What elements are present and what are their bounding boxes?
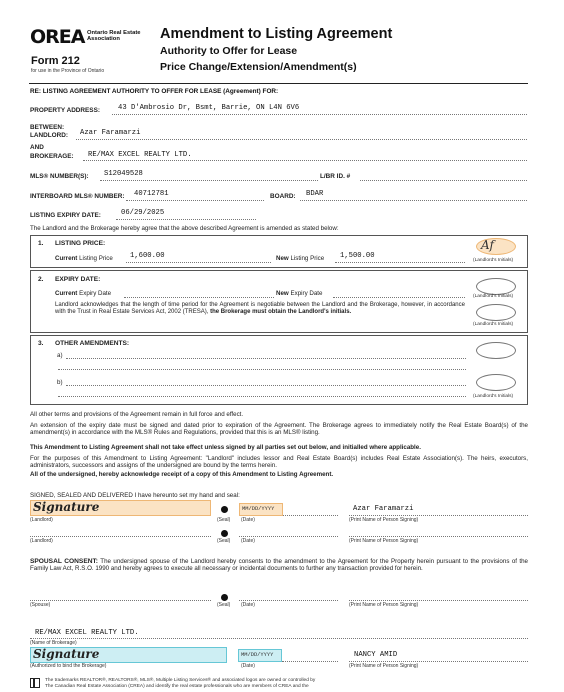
orea-org-line2: Association (87, 36, 120, 43)
and-label: AND (30, 144, 44, 151)
section2-num: 2. (38, 276, 44, 283)
seal-caption-1: (Seal) (217, 517, 231, 523)
re-line: RE: LISTING AGREEMENT AUTHORITY TO OFFER FOR LEASE (Agreement) FOR: (30, 88, 279, 95)
landlord2-date-line (239, 536, 338, 537)
print-caption-2: (Print Name of Person Signing) (349, 538, 419, 544)
new-price-value[interactable]: 1,500.00 (340, 252, 375, 260)
between-label: BETWEEN: (30, 124, 65, 131)
broker-date-placeholder: MM/DD/YYYY (241, 652, 274, 658)
signing-heading: SIGNED, SEALED AND DELIVERED I have hereunto set my hand and seal: (30, 492, 240, 499)
form-title: Amendment to Listing Agreement (160, 26, 393, 42)
seal-dot-1 (221, 506, 228, 513)
expiry-value[interactable]: 06/29/2025 (121, 209, 165, 217)
orea-logo-word: OREA (30, 26, 85, 48)
new-expiry-line (333, 297, 465, 298)
interboard-line (126, 200, 264, 201)
current-expiry-line (124, 297, 274, 298)
form-number: Form 212 (31, 55, 80, 67)
landlord-signature-value: Signature (33, 500, 100, 514)
amendment-b-label: b) (57, 379, 63, 386)
landlord-initials-oval-5[interactable] (476, 374, 516, 391)
section1-current-word: Current (55, 255, 78, 262)
broker-auth-caption: (Authorized to bind the Brokerage) (30, 663, 107, 669)
property-address-value[interactable]: 43 D'Ambrosio Dr, Bsmt, Barrie, ON L4N 6V6 (118, 104, 300, 112)
terms-p1: All other terms and provisions of the Agreement remain in full force and effect. (30, 411, 244, 418)
seal-dot-2 (221, 530, 228, 537)
amendment-a-line-1 (66, 358, 466, 359)
section2-new-rest: Expiry Date (290, 290, 323, 297)
initials-caption-4: (Landlord's Initials) (473, 394, 514, 399)
landlord-print-name[interactable]: Azar Faramarzi (353, 505, 414, 513)
landlord-initials-oval-2[interactable] (476, 278, 516, 295)
landlord2-print-line (349, 536, 528, 537)
new-price-line (335, 262, 465, 263)
section2-current-word: Current (55, 290, 78, 297)
expiry-line (116, 219, 256, 220)
spousal-consent (30, 558, 528, 573)
brokerage-value[interactable]: RE/MAX EXCEL REALTY LTD. (88, 151, 192, 159)
terms-p2: An extension of the expiry date must be signed and dated prior to expiration of the Agreement. The Brokerage agrees to immediately notify the Real Estate Board(s) of the amendment(s) in accordance with the MLS® Rules and Regulations, provided that this is an MLS® listing. (30, 422, 528, 437)
landlord-label: LANDLORD: (30, 132, 68, 139)
spouse-sign-line (30, 600, 211, 601)
spousal-text: The undersigned spouse of the Landlord hereby consents to the amendment to the Agreement for the Property herein pursuant to the provisions of the Family Law Act, R.S.O. 1990 and hereby agrees to execute all necessary or incidental documents to further any transaction provided for herein. (30, 558, 528, 573)
form-province: for use in the Province of Ontario (31, 68, 105, 74)
section1-heading: LISTING PRICE: (55, 240, 106, 247)
section2-current-rest: Expiry Date (79, 290, 112, 297)
broker-date-line (282, 661, 338, 662)
landlord-initials-value-1: Af (481, 238, 494, 252)
interboard-value[interactable]: 40712781 (134, 190, 169, 198)
section3-num: 3. (38, 340, 44, 347)
brokerage-line (83, 160, 527, 161)
lbr-line (360, 180, 527, 181)
section1-num: 1. (38, 240, 44, 247)
seal-caption-3: (Seal) (217, 602, 231, 608)
mls-line (100, 180, 318, 181)
section2-ack (55, 302, 465, 316)
landlord-date-placeholder: MM/DD/YYYY (242, 506, 275, 512)
mls-label: MLS® NUMBER(S): (30, 173, 89, 180)
orea-org-line1: Ontario Real Estate (87, 30, 141, 36)
orea-org-name (87, 30, 140, 43)
initials-caption-1: (Landlord's Initials) (473, 258, 514, 263)
seal-dot-3 (221, 594, 228, 601)
date-caption-3: (Date) (241, 602, 255, 608)
landlord-initials-oval-3[interactable] (476, 304, 516, 321)
board-line (300, 200, 527, 201)
date-caption-4: (Date) (241, 663, 255, 669)
spousal-label: SPOUSAL CONSENT: (30, 558, 98, 565)
section2-ack-text: Landlord acknowledges that the length of time period for the Agreement is negotiable between the Landlord and the Brokerage, however, in accordance with the Trust in Real Estate Services Act, 2002 (TRESA), (55, 302, 465, 315)
print-caption-4: (Print Name of Person Signing) (349, 663, 419, 669)
section1-new-rest: Listing Price (290, 255, 325, 262)
realtor-logo-bar (33, 679, 35, 687)
seal-caption-2: (Seal) (217, 538, 231, 544)
landlord-line (76, 139, 527, 140)
spouse-caption: (Spouse) (30, 602, 51, 608)
section1-current-rest: Listing Price (79, 255, 113, 262)
landlord-caption-1: (Landlord) (30, 517, 53, 523)
board-label: BOARD: (270, 193, 296, 200)
amendment-a-label: a) (57, 352, 63, 359)
form-subtitle-2: Price Change/Extension/Amendment(s) (160, 61, 357, 73)
print-caption-3: (Print Name of Person Signing) (349, 602, 419, 608)
brokerage-name-line (30, 638, 528, 639)
spouse-date-line (239, 600, 338, 601)
current-price-line (126, 262, 271, 263)
spouse-print-line (349, 600, 528, 601)
broker-print-name[interactable]: NANCY AMID (354, 651, 398, 659)
current-price-value[interactable]: 1,600.00 (130, 252, 165, 260)
intro-text: The Landlord and the Brokerage hereby agree that the above described Agreement is amended as stated below: (30, 225, 339, 232)
date-caption-2: (Date) (241, 538, 255, 544)
footer-text (45, 678, 315, 689)
landlord-caption-2: (Landlord) (30, 538, 53, 544)
brokerage-name-caption: (Name of Brokerage) (30, 640, 77, 646)
mls-value[interactable]: S12049528 (104, 170, 143, 178)
header-rule (29, 83, 528, 84)
terms-p3: This Amendment to Listing Agreement shall not take effect unless signed by all parties set out below, and initialled where applicable. (30, 444, 421, 451)
section2-current-label (55, 290, 111, 297)
landlord-date-line (283, 515, 338, 516)
section3-heading: OTHER AMENDMENTS: (55, 340, 130, 347)
footer-line-2: The Canadian Real Estate Association (CREA) and identify the real estate professionals who are members of CREA and the (45, 683, 309, 689)
orea-logo (30, 26, 84, 48)
landlord-print-line (349, 515, 528, 516)
lbr-label: L/BR ID. # (320, 173, 351, 180)
date-caption-1: (Date) (241, 517, 255, 523)
interboard-label: INTERBOARD MLS® NUMBER: (30, 193, 125, 200)
realtor-logo-icon (30, 678, 40, 688)
amendment-b-line-1 (66, 385, 466, 386)
section2-ack-bold: the Brokerage must obtain the Landlord's initials. (210, 309, 352, 315)
landlord-value[interactable]: Azar Faramarzi (80, 129, 141, 137)
property-address-label: PROPERTY ADDRESS: (30, 107, 100, 114)
initials-caption-2: (Landlord's Initials) (473, 294, 514, 299)
terms-p4: For the purposes of this Amendment to Listing Agreement: "Landlord" includes lessor and Real Estate Board(s) includes Real Estate Association(s). The heirs, executors, administrators, successors and assigns of the undersigned are bound by the terms herein. (30, 455, 528, 470)
landlord-initials-oval-4[interactable] (476, 342, 516, 359)
amendment-a-line-2 (58, 369, 466, 370)
brokerage-label: BROKERAGE: (30, 153, 74, 160)
section2-new-label (276, 290, 322, 297)
amendment-b-line-2 (58, 396, 466, 397)
section2-heading: EXPIRY DATE: (55, 276, 101, 283)
section1-new-word: New (276, 255, 289, 262)
expiry-label: LISTING EXPIRY DATE: (30, 212, 101, 219)
terms-p5: All of the undersigned, hereby acknowledge receipt of a copy of this Amendment to Listing Agreement. (30, 471, 334, 478)
property-address-line (112, 114, 527, 115)
board-value[interactable]: BDAR (306, 190, 324, 198)
brokerage-name-value[interactable]: RE/MAX EXCEL REALTY LTD. (35, 629, 139, 637)
form-subtitle-1: Authority to Offer for Lease (160, 45, 298, 57)
footer-line-1: The trademarks REALTOR®, REALTORS®, MLS®, Multiple Listing Services® and associated logos are owned or controlled by (45, 678, 316, 683)
section1-current-label (55, 255, 113, 262)
broker-print-line (349, 661, 528, 662)
broker-signature-value: Signature (33, 647, 100, 661)
print-caption-1: (Print Name of Person Signing) (349, 517, 419, 523)
landlord2-sign-line (30, 536, 211, 537)
section2-new-word: New (276, 290, 289, 297)
section1-new-label (276, 255, 324, 262)
initials-caption-3: (Landlord's Initials) (473, 322, 514, 327)
